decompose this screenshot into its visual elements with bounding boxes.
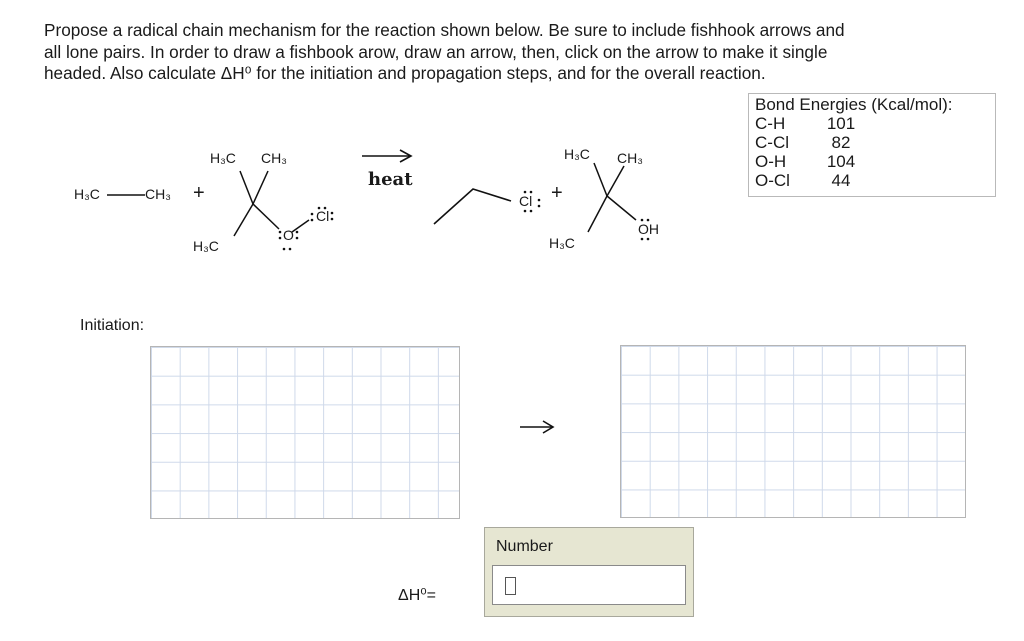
initiation-product-drawing-canvas[interactable]: [620, 345, 966, 518]
bond-value: 104: [826, 152, 856, 171]
product-ch3-top-label: CH₃: [617, 150, 643, 166]
bond-energies-units: (Kcal/mol):: [871, 95, 953, 114]
reagent-bond: [253, 204, 279, 229]
product-bond: [607, 196, 636, 220]
initiation-label: Initiation:: [80, 317, 145, 334]
ethane-right-label: CH₃: [145, 186, 171, 202]
reagent-chlorine-label: Cl: [316, 208, 330, 224]
reagent-h3c-top-label: H₃C: [210, 150, 236, 166]
bond-name: O-H: [755, 152, 787, 171]
bond-value: 44: [831, 171, 851, 190]
reagent-bond: [292, 220, 309, 232]
plus-sign-1: +: [193, 182, 205, 204]
reagent-h3c-bottom-label: H₃C: [193, 238, 219, 254]
bond-name: C-H: [755, 114, 786, 133]
reagent-bond: [253, 171, 268, 204]
product-h3c-bottom-label: H₃C: [549, 235, 575, 251]
product-h3c-top-label: H₃C: [564, 146, 590, 162]
delta-h-number-input[interactable]: [492, 565, 686, 605]
product-chlorine-label: Cl: [519, 193, 533, 209]
step-arrow-icon: [518, 418, 558, 438]
product-bond: [588, 196, 607, 232]
bond-energies-heading: Bond Energies: [755, 95, 867, 114]
plus-sign-2: +: [551, 182, 563, 204]
product-bond: [594, 163, 607, 196]
product-bond: [607, 166, 624, 196]
bond-name: O-Cl: [755, 171, 790, 190]
ethane-left-label: H₃C: [74, 186, 100, 202]
delta-h-label: ΔH⁰=: [398, 587, 436, 604]
bond-name: C-Cl: [755, 133, 789, 152]
bond-value: 101: [826, 114, 856, 133]
product-hydroxyl-label: OH: [638, 221, 659, 237]
prompt-line-3: headed. Also calculate ΔH⁰ for the initiation and propagation steps, and for the overall reaction.: [44, 63, 766, 83]
product-chain: [434, 189, 511, 224]
text-cursor-icon: [505, 577, 516, 595]
initiation-reactant-drawing-canvas[interactable]: [150, 346, 460, 519]
reagent-ch3-top-label: CH₃: [261, 150, 287, 166]
prompt-line-2: all lone pairs. In order to draw a fishbook arow, draw an arrow, then, click on the arrow to make it single: [44, 41, 828, 62]
reagent-bond: [240, 171, 253, 204]
reaction-condition-heat: heat: [368, 169, 413, 190]
bond-value: 82: [831, 133, 851, 152]
number-answer-widget: [484, 527, 694, 617]
number-label: Number: [496, 538, 553, 555]
reaction-bonds-svg: [0, 0, 1024, 300]
reagent-bond: [234, 204, 253, 236]
reagent-oxygen-label: O: [283, 227, 294, 243]
prompt-line-1: Propose a radical chain mechanism for the reaction shown below. Be sure to include fishhook arrows and: [44, 20, 845, 40]
